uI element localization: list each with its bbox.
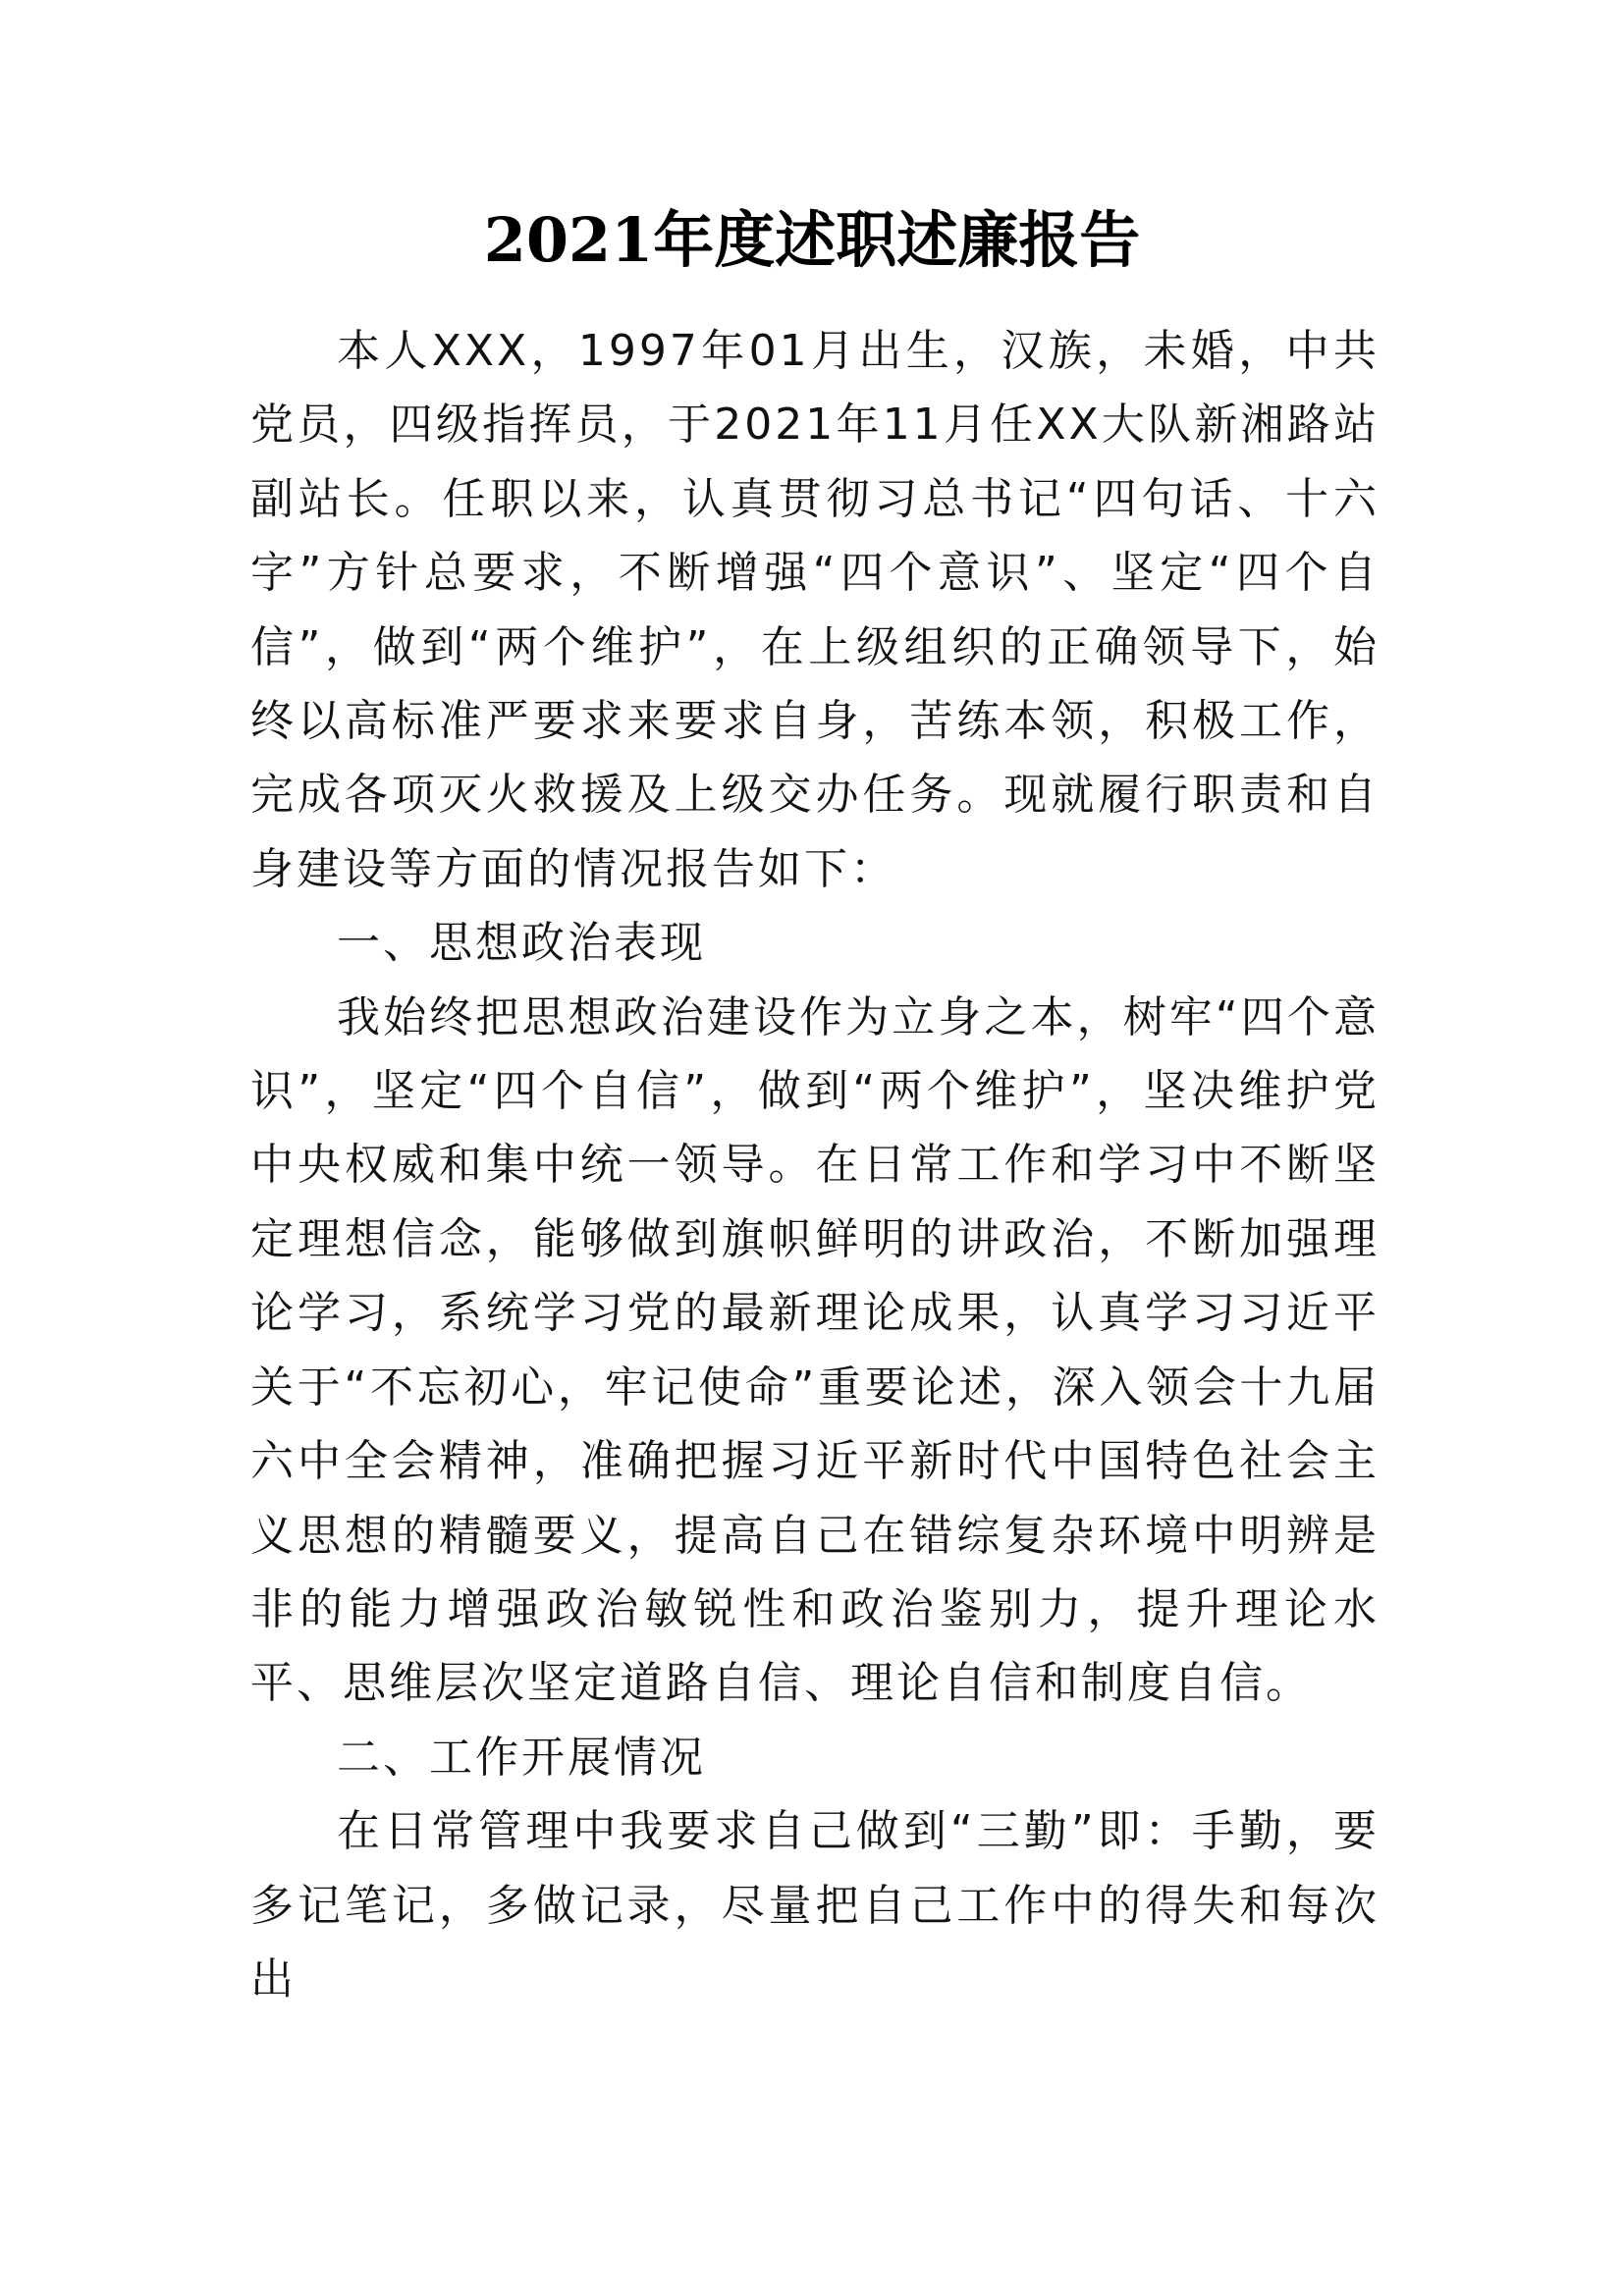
document-body (250, 314, 1380, 2016)
section-body-1: 我始终把思想政治建设作为立身之本，树牢“四个意识”，坚定“四个自信”，做到“两个维护”，坚决维护党中央权威和集中统一领导。在日常工作和学习中不断坚定理想信念，能够做到旗帜鲜明的讲政治，不断加强理论学习，系统学习党的最新理论成果，认真学习习近平关于“不忘初心，牢记使命”重要论述，深入领会十九届六中全会精神，准确把握习近平新时代中国特色社会主义思想的精髓要义，提高自己在错综复杂环境中明辨是非的能力增强政治敏锐性和政治鉴别力，提升理论水平、思维层次坚定道路自信、理论自信和制度自信。 (250, 991, 1380, 1709)
document-title: 2021年度述职述廉报告 (483, 204, 1141, 276)
section-heading-2: 二、工作开展情况 (337, 1732, 706, 1783)
intro-paragraph: 本人XXX，1997年01月出生，汉族，未婚，中共党员，四级指挥员，于2021年11月任XX大队新湘路站副站长。任职以来，认真贯彻习总书记“四句话、十六字”方针总要求，不断增强“四个意识”、坚定“四个自信”，做到“两个维护”，在上级组织的正确领导下，始终以高标准严要求来要求自身，苦练本领，积极工作，完成各项灭火救援及上级交办任务。现就履行职责和自身建设等方面的情况报告如下： (250, 326, 1380, 894)
section-body-2: 在日常管理中我要求自己做到“三勤”即：手勤，要多记笔记，多做记录，尽量把自己工作中的得失和每次出 (250, 1806, 1380, 2004)
section-heading-1: 一、思想政治表现 (337, 918, 706, 969)
